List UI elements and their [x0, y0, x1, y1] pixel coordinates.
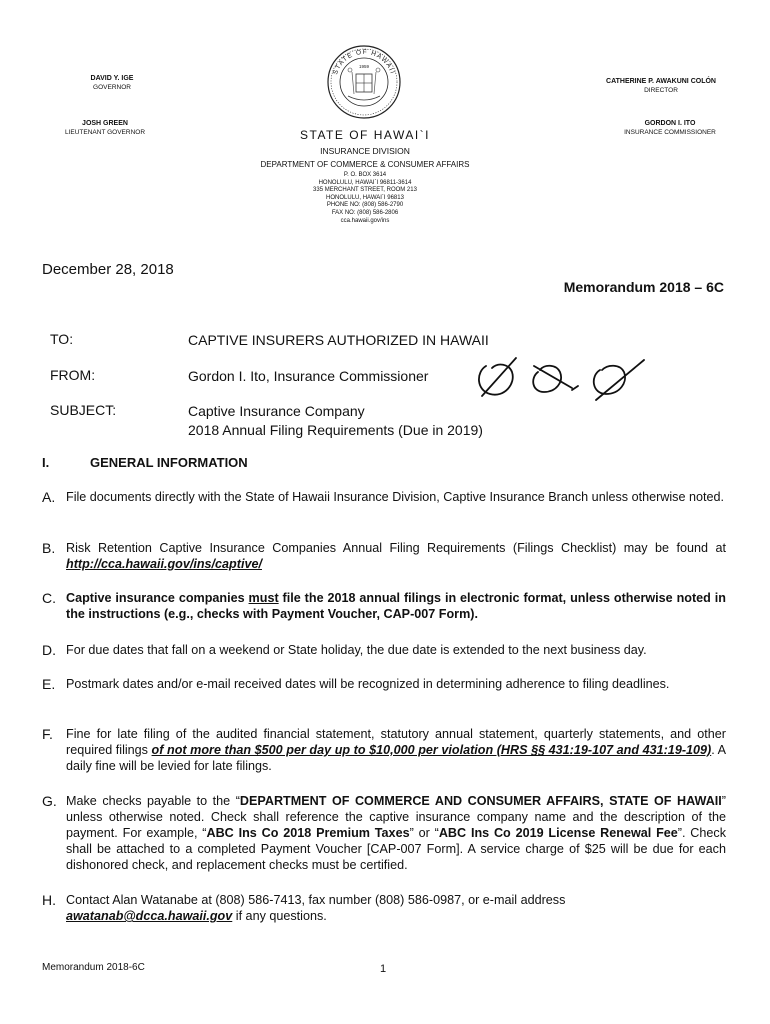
address-line: P. O. BOX 3614	[343, 172, 387, 178]
item-c-text-2: file the 2018 annual filings in electronic format, unless otherwise noted in the instructions (e.g., checks with Payment Voucher, CAP-007 Form).	[66, 591, 726, 621]
item-c-must: must	[248, 591, 279, 605]
item-f-text-2: . A daily fine will be levied for late filings.	[66, 743, 727, 773]
governor-title: GOVERNOR	[93, 84, 131, 91]
item-b	[42, 540, 726, 572]
item-g	[42, 793, 726, 873]
item-text	[66, 793, 726, 873]
item-letter: G.	[42, 793, 57, 809]
item-letter: B.	[42, 540, 56, 556]
memo-number: Memorandum 2018 – 6C	[563, 279, 724, 295]
address-block	[185, 172, 545, 225]
director-title: DIRECTOR	[644, 87, 678, 94]
from-value: Gordon I. Ito, Insurance Commissioner	[188, 368, 429, 384]
item-text	[66, 892, 726, 924]
item-f-fine: of not more than $500 per day up to $10,000 per violation (HRS §§ 431:19-107 and 431:19-109)	[151, 743, 712, 757]
section-number: I.	[42, 455, 50, 470]
subject-label: SUBJECT:	[50, 402, 117, 418]
item-g-text-4: ”. Check shall be attached to a completed Payment Voucher [CAP-007 Form]. A service charge of $25 will be due for each dishonored check, and replacement checks must be certified.	[66, 826, 726, 872]
item-f	[42, 726, 726, 774]
division-name: INSURANCE DIVISION	[320, 146, 410, 156]
commissioner-title: INSURANCE COMMISSIONER	[624, 129, 716, 136]
memo-date: December 28, 2018	[42, 261, 174, 278]
item-b-text: Risk Retention Captive Insurance Companies Annual Filing Requirements (Filings Checklist) may be found at	[66, 541, 726, 555]
item-g-payee: DEPARTMENT OF COMMERCE AND CONSUMER AFFAIRS, STATE OF HAWAII	[239, 794, 722, 808]
state-name: STATE OF HAWAI`I	[300, 128, 430, 142]
subject-line-1: Captive Insurance Company	[188, 403, 365, 419]
item-text: Postmark dates and/or e-mail received dates will be recognized in determining adherence to filing deadlines.	[66, 677, 670, 691]
state-seal-icon	[326, 44, 402, 120]
address-phone: PHONE NO: (808) 586-2790	[326, 202, 404, 209]
address-line: 335 MERCHANT STREET, ROOM 213	[313, 187, 417, 194]
item-letter: C.	[42, 590, 56, 606]
item-g-example-1: ABC Ins Co 2018 Premium Taxes	[206, 826, 410, 840]
item-h-text-1: Contact Alan Watanabe at (808) 586-7413, fax number (808) 586-0987, or e-mail address	[66, 893, 566, 907]
seal-text: STATE OF HAWAII	[332, 48, 396, 76]
department-name: DEPARTMENT OF COMMERCE & CONSUMER AFFAIRS	[260, 160, 470, 169]
director-block	[576, 77, 746, 95]
governor-name: DAVID Y. IGE	[90, 75, 134, 82]
item-letter: F.	[42, 726, 53, 742]
item-e	[42, 676, 726, 692]
subject-line-2: 2018 Annual Filing Requirements (Due in 2019)	[188, 422, 483, 438]
governor-block	[62, 74, 162, 92]
section-title: GENERAL INFORMATION	[90, 455, 248, 470]
item-h-text-2: if any questions.	[232, 909, 327, 923]
item-text	[66, 540, 726, 572]
item-letter: E.	[42, 676, 56, 692]
to-label: TO:	[50, 331, 74, 347]
item-letter: H.	[42, 892, 56, 908]
item-text	[66, 590, 726, 622]
item-a	[42, 489, 726, 505]
director-name: CATHERINE P. AWAKUNI COLÓN	[606, 78, 716, 85]
to-value: CAPTIVE INSURERS AUTHORIZED IN HAWAII	[188, 332, 489, 348]
subject-value	[188, 402, 483, 440]
item-h	[42, 892, 726, 924]
item-f-text-1: Fine for late filing of the audited financial statement, statutory annual statement, quarterly statements, and other required filings	[66, 727, 726, 757]
contact-email-link[interactable]: awatanab@dcca.hawaii.gov	[66, 909, 233, 923]
lt-governor-title: LIEUTENANT GOVERNOR	[64, 129, 146, 136]
item-text: File documents directly with the State of Hawaii Insurance Division, Captive Insurance Branch unless otherwise noted.	[66, 490, 724, 504]
address-line: HONOLULU, HAWAI`I 96813	[326, 194, 404, 201]
lt-governor-block	[40, 119, 170, 137]
svg-text:STATE OF HAWAII	[332, 49, 396, 76]
address-website: cca.hawaii.gov/ins	[340, 217, 390, 224]
item-c-text-1: Captive insurance companies	[66, 591, 249, 605]
item-text	[66, 726, 726, 774]
address-line: HONOLULU, HAWAI`I 96811-3614	[318, 179, 412, 186]
item-text: For due dates that fall on a weekend or State holiday, the due date is extended to the next business day.	[66, 643, 647, 657]
commissioner-block	[590, 119, 750, 137]
item-g-text-2: ” unless otherwise noted. Check shall reference the captive insurance company name and the description of the payment. For example, “	[66, 794, 726, 840]
item-letter: A.	[42, 489, 56, 505]
commissioner-signature	[472, 354, 662, 402]
address-fax: FAX NO: (808) 586-2806	[331, 209, 399, 216]
from-label: FROM:	[50, 367, 96, 383]
item-g-text-3: ” or “	[409, 826, 439, 840]
item-g-text-1: Make checks payable to the “	[66, 794, 240, 808]
seal-year: 1959	[358, 64, 370, 69]
item-c	[42, 590, 726, 622]
lt-governor-name: JOSH GREEN	[82, 120, 128, 127]
item-g-example-2: ABC Ins Co 2019 License Renewal Fee	[438, 826, 678, 840]
page-number: 1	[380, 963, 387, 975]
commissioner-name: GORDON I. ITO	[644, 120, 696, 127]
section-heading	[42, 455, 248, 470]
footer-memo-id: Memorandum 2018-6C	[42, 962, 145, 973]
captive-link[interactable]: http://cca.hawaii.gov/ins/captive/	[66, 557, 262, 571]
item-letter: D.	[42, 642, 56, 658]
item-d	[42, 642, 726, 658]
